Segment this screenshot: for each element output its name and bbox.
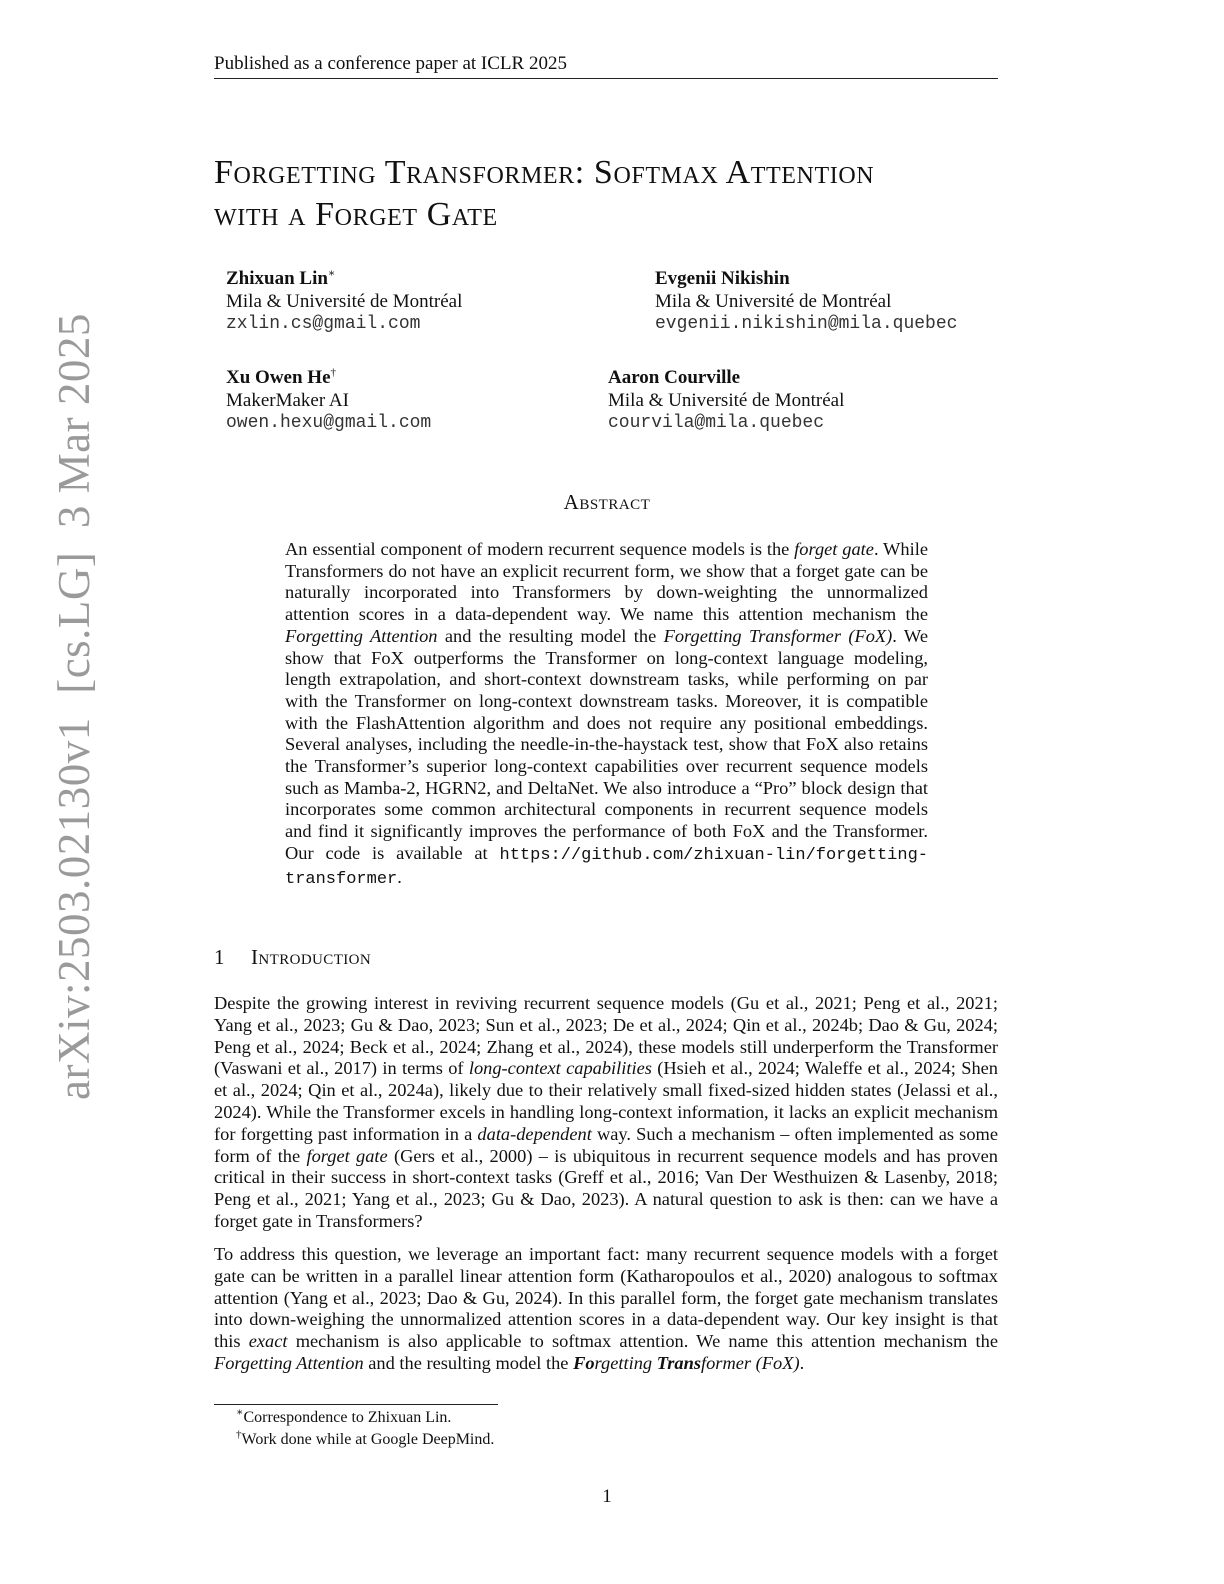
author-affiliation: Mila & Université de Montréal bbox=[655, 290, 892, 312]
footnote-text: Correspondence to Zhixuan Lin. bbox=[243, 1409, 452, 1426]
abstract-emphasis: forget gate bbox=[794, 539, 874, 559]
title-line-2: with a Forget Gate bbox=[214, 196, 498, 233]
footnote bbox=[236, 1408, 451, 1428]
paragraph-text: way. Such a mechanism – often implemented as some form of the bbox=[214, 1123, 998, 1166]
author-name: Aaron Courville bbox=[608, 367, 741, 388]
paragraph-emphasis: Forgetting Attention bbox=[214, 1352, 364, 1373]
paragraph-text: (Gers et al., 2000) – is ubiquitous in recurrent sequence models and has proven critical in their success in short-context tasks (Greff et al., 2016; Van Der Westhuizen & Lasenby, 2018; Peng et al., 2021; Yang et al., 2023; Gu & Dao, 2023). A natural question to ask is then: can we have a forget gate in Transformers? bbox=[214, 1145, 998, 1231]
paragraph-emphasis: former (FoX) bbox=[701, 1352, 800, 1373]
author-name: Xu Owen He bbox=[226, 367, 331, 388]
footnote-mark: † bbox=[236, 1428, 242, 1441]
paragraph-text: (Hsieh et al., 2024; Waleffe et al., 2024; Shen et al., 2024; Qin et al., 2024a), likely due to their relatively small fixed-sized hidden states (Jelassi et al., 2024). While the Transformer excels in handling long-context information, it lacks an explicit mechanism for forgetting past information in a bbox=[214, 1058, 998, 1144]
footnote-mark: ∗ bbox=[236, 1406, 244, 1419]
abstract-body bbox=[285, 539, 928, 890]
author-block bbox=[226, 367, 431, 435]
running-header bbox=[214, 52, 998, 79]
author-name: Zhixuan Lin bbox=[226, 268, 328, 289]
title-line-1: Forgetting Transformer: Softmax Attention bbox=[214, 154, 875, 191]
paragraph-text: mechanism is also applicable to softmax attention. We name this attention mechanism the bbox=[287, 1331, 998, 1352]
author-email[interactable]: evgenii.nikishin@mila.quebec bbox=[655, 314, 958, 334]
author-block bbox=[226, 268, 462, 336]
author-affiliation: Mila & Université de Montréal bbox=[608, 389, 845, 411]
body-paragraph bbox=[214, 1244, 998, 1375]
author-name: Evgenii Nikishin bbox=[655, 268, 790, 289]
paragraph-bold-emphasis: Fo bbox=[573, 1352, 595, 1373]
venue-text: Published as a conference paper at ICLR 2025 bbox=[214, 53, 567, 74]
section-heading bbox=[214, 945, 371, 970]
abstract-heading: Abstract bbox=[563, 490, 651, 514]
author-block bbox=[608, 367, 844, 435]
body-paragraph bbox=[214, 993, 998, 1233]
paragraph-emphasis: rgetting bbox=[594, 1352, 657, 1373]
author-affiliation: MakerMaker AI bbox=[226, 389, 349, 411]
abstract-text: . bbox=[397, 866, 402, 887]
page-number: 1 bbox=[602, 1486, 612, 1507]
footnote-divider bbox=[214, 1404, 498, 1405]
author-affiliation: Mila & Université de Montréal bbox=[226, 290, 463, 312]
author-mark: ∗ bbox=[327, 267, 336, 280]
paragraph-text: To address this question, we leverage an important fact: many recurrent sequence models with a forget gate can be written in a parallel linear attention form (Katharopoulos et al., 2020) analogous to softmax attention (Yang et al., 2023; Dao & Gu, 2024). In this parallel form, the forget gate mechanism translates into down-weighing the unnormalized attention scores in a data-dependent way. Our key insight is that this bbox=[214, 1244, 998, 1352]
paragraph-text: Despite the growing interest in reviving recurrent sequence models (Gu et al., 2021; Peng et al., 2021; Yang et al., 2023; Gu & Dao, 2023; Sun et al., 2023; De et al., 2024; Qin et al., 2024b; Dao & Gu, 2024; Peng et al., 2024; Beck et al., 2024; Zhang et al., 2024), these models still underperform the Transformer (Vaswani et al., 2017) in terms of bbox=[214, 993, 998, 1079]
paragraph-emphasis: data-dependent bbox=[477, 1123, 592, 1144]
paragraph-emphasis: forget gate bbox=[306, 1145, 388, 1166]
section-title: Introduction bbox=[251, 945, 372, 969]
abstract-text: . We show that FoX outperforms the Transformer on long-context language modeling, length extrapolation, and short-context downstream tasks, while performing on par with the Transformer on long-context downstream tasks. Moreover, it is compatible with the FlashAttention algorithm and does not require any positional embeddings. Several analyses, including the needle-in-the-haystack test, show that FoX also retains the Transformer’s superior long-context capabilities over recurrent sequence models such as Mamba-2, HGRN2, and DeltaNet. We also introduce a “Pro” block design that incorporates some common architectural components in recurrent sequence models and find it significantly improves the performance of both FoX and the Transformer. Our code is available at bbox=[285, 625, 928, 863]
author-email[interactable]: owen.hexu@gmail.com bbox=[226, 413, 432, 433]
author-email[interactable]: zxlin.cs@gmail.com bbox=[226, 314, 421, 334]
author-block bbox=[655, 268, 957, 336]
author-email[interactable]: courvila@mila.quebec bbox=[608, 413, 825, 433]
abstract-emphasis: Forgetting Transformer (FoX) bbox=[663, 625, 893, 646]
abstract-text: An essential component of modern recurrent sequence models is the bbox=[285, 539, 795, 559]
paragraph-bold-emphasis: Trans bbox=[656, 1352, 701, 1373]
arxiv-identifier-stamp: arXiv:2503.02130v1 [cs.LG] 3 Mar 2025 bbox=[49, 313, 99, 1100]
section-number: 1 bbox=[214, 945, 225, 969]
abstract-text: . While Transformers do not have an explicit recurrent form, we show that a forget gate can be naturally incorporated into Transformers by down-weighting the unnormalized attention scores in a data-dependent way. We name this attention mechanism the bbox=[285, 539, 928, 625]
paragraph-emphasis: exact bbox=[248, 1331, 288, 1352]
abstract-text: and the resulting model the bbox=[437, 625, 664, 646]
footnote bbox=[236, 1430, 494, 1450]
author-mark: † bbox=[330, 366, 336, 379]
paragraph-text: and the resulting model the bbox=[363, 1352, 574, 1373]
paragraph-text: . bbox=[799, 1352, 805, 1373]
footnote-text: Work done while at Google DeepMind. bbox=[241, 1431, 495, 1448]
abstract-emphasis: Forgetting Attention bbox=[285, 625, 438, 646]
paper-title bbox=[214, 152, 1014, 236]
paragraph-emphasis: long-context capabilities bbox=[468, 1058, 652, 1079]
code-link[interactable]: https://github.com/zhixuan-lin/forgetting-transformer bbox=[285, 845, 928, 889]
